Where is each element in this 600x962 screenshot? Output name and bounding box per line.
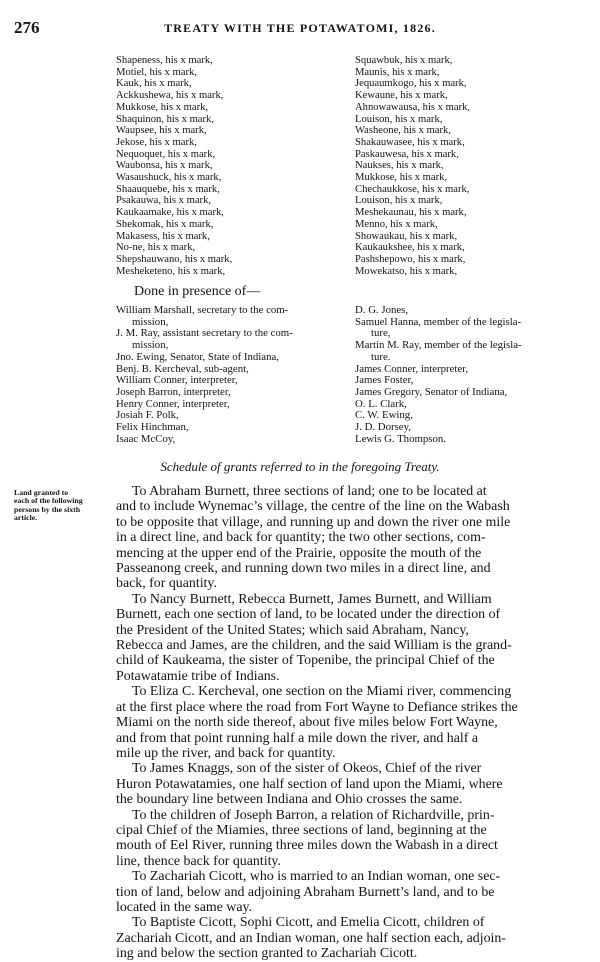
signatory-line: Mukkose, his x mark, bbox=[355, 172, 448, 184]
signatory-line: Paskauwesa, his x mark, bbox=[355, 148, 459, 160]
signatory-line: Kaukaamake, his x mark, bbox=[116, 207, 224, 219]
signatory-line: Kauk, his x mark, bbox=[116, 78, 192, 90]
signatory-line: Washeone, his x mark, bbox=[355, 125, 451, 137]
signatory-line: Meshekaunau, his x mark, bbox=[355, 207, 467, 219]
body-text-line: and from that point running half a mile down the river, and half a bbox=[116, 730, 479, 746]
signatory-line: Shepshauwano, his x mark, bbox=[116, 253, 233, 265]
body-text-line: Zachariah Cicott, and an Indian woman, one half section each, adjoin- bbox=[116, 930, 506, 946]
margin-note bbox=[14, 489, 118, 523]
signatory-line: Kaukaukshee, his x mark, bbox=[355, 242, 465, 254]
signatory-line: Squawbuk, his x mark, bbox=[355, 55, 453, 66]
body-text-line: at the first place where the road from Fort Wayne to Defiance strikes the bbox=[116, 699, 518, 715]
page-header bbox=[14, 18, 586, 38]
witness-line: J. M. Ray, assistant secretary to the com- bbox=[116, 327, 293, 340]
body-text-line: mouth of Eel River, running three miles down the Wabash in a direct bbox=[116, 838, 498, 854]
body-text-line: cipal Chief of the Miamies, three sections of land, beginning at the bbox=[116, 822, 487, 838]
witness-line: Martin M. Ray, member of the legisla- bbox=[355, 339, 522, 352]
body-text-line: Miami on the north side thereof, about five miles below Fort Wayne, bbox=[116, 715, 498, 731]
signatory-line: No-ne, his x mark, bbox=[116, 242, 196, 254]
witness-line: James Foster, bbox=[355, 374, 414, 387]
margin-note-line: each of the following bbox=[14, 496, 83, 506]
signatory-line: Pashshepowo, his x mark, bbox=[355, 253, 466, 265]
signatory-line: Shaquinon, his x mark, bbox=[116, 113, 214, 125]
witness-line: mission, bbox=[132, 339, 169, 352]
signatory-line: Shapeness, his x mark, bbox=[116, 55, 213, 66]
signatory-line: Maunis, his x mark, bbox=[355, 66, 440, 78]
body-text-line: the boundary line between Indiana and Ohio crosses the same. bbox=[116, 792, 463, 808]
body-text-line: tion of land, below and adjoining Abraham Burnett’s land, and to be bbox=[116, 884, 495, 900]
witness-line: William Marshall, secretary to the com- bbox=[116, 304, 289, 316]
presence-heading: Done in presence of— bbox=[134, 284, 261, 299]
body-text-line: located in the same way. bbox=[116, 899, 253, 915]
body-text-line: To Nancy Burnett, Rebecca Burnett, James Burnett, and William bbox=[132, 591, 492, 607]
witness-line: Isaac McCoy, bbox=[116, 432, 176, 445]
witness-line: William Conner, interpreter, bbox=[116, 374, 238, 387]
body-text-line: To James Knaggs, son of the sister of Okeos, Chief of the river bbox=[132, 761, 482, 777]
signatory-line: Makasess, his x mark, bbox=[116, 230, 210, 242]
body-text-line: To the children of Joseph Barron, a relation of Richardville, prin- bbox=[132, 807, 495, 823]
body-text-line: Burnett, each one section of land, to be located under the direction of bbox=[116, 607, 501, 623]
body-text-line: mencing at the upper end of the Prairie, opposite the mouth of the bbox=[116, 545, 482, 561]
margin-note-line: article. bbox=[14, 513, 38, 523]
signatory-line: Shaauquebe, his x mark, bbox=[116, 183, 220, 195]
body-text-line: To Baptiste Cicott, Sophi Cicott, and Emelia Cicott, children of bbox=[132, 915, 485, 931]
body-text-line: mile up the river, and back for quantity. bbox=[116, 745, 336, 761]
witness-line: D. G. Jones, bbox=[355, 304, 409, 316]
witnesses-left-column bbox=[116, 305, 344, 445]
signatory-line: Nequoquet, his x mark, bbox=[116, 148, 216, 160]
body-text-line: Passeanong creek, and running down two miles in a direct line, and bbox=[116, 561, 491, 577]
signatory-line: Showaukau, his x mark, bbox=[355, 230, 458, 242]
body-text-line: child of Kaukeama, the sister of Topenibe, the principal Chief of the bbox=[116, 653, 495, 669]
signatory-line: Naukses, his x mark, bbox=[355, 160, 444, 172]
running-title: TREATY WITH THE POTAWATOMI, 1826. bbox=[164, 21, 436, 35]
body-text-line: To Abraham Burnett, three sections of land; one to be located at bbox=[132, 484, 487, 499]
body-text-line: in a direct line, and back for quantity; the two other sections, com- bbox=[116, 530, 486, 546]
witness-line: Samuel Hanna, member of the legisla- bbox=[355, 315, 522, 328]
signatory-line: Louison, his x mark, bbox=[355, 195, 443, 207]
signatory-line: Motiel, his x mark, bbox=[116, 66, 197, 78]
signatory-line: Waubonsa, his x mark, bbox=[116, 160, 213, 172]
body-text-line: to be opposite that village, and running up and down the river one mile bbox=[116, 514, 511, 530]
witness-line: Felix Hinchman, bbox=[116, 421, 189, 434]
body-text-line: To Zachariah Cicott, who is married to an Indian woman, one sec- bbox=[132, 869, 501, 885]
signatory-line: Menno, his x mark, bbox=[355, 218, 438, 230]
body-text-line: back, for quantity. bbox=[116, 576, 217, 592]
signatory-line: Chechaukkose, his x mark, bbox=[355, 183, 470, 195]
signatory-line: Shakauwasee, his x mark, bbox=[355, 136, 465, 148]
signatory-line: Kewaune, his x mark, bbox=[355, 90, 448, 102]
signatory-line: Mukkose, his x mark, bbox=[116, 101, 209, 113]
signatory-line: Jekose, his x mark, bbox=[116, 136, 197, 148]
signatory-line: Ackkushewa, his x mark, bbox=[116, 90, 224, 102]
body-text-line: Huron Potawatamies, one half section of land upon the Miami, where bbox=[116, 776, 503, 792]
schedule-heading: Schedule of grants referred to in the foregoing Treaty. bbox=[160, 459, 440, 474]
body-text-line: line, thence back for quantity. bbox=[116, 853, 281, 869]
signatory-line: Louison, his x mark, bbox=[355, 113, 443, 125]
signatory-line: Mowekatso, his x mark, bbox=[355, 265, 458, 277]
body-text-line: Rebecca and James, are the children, and the said William is the grand- bbox=[116, 638, 512, 654]
witness-line: James Conner, interpreter, bbox=[355, 362, 469, 375]
page-number: 276 bbox=[14, 18, 40, 37]
witness-line: ture, bbox=[371, 327, 391, 340]
body-text-line: ing and below the section granted to Zachariah Cicott. bbox=[116, 946, 418, 962]
signatories-left-column bbox=[116, 55, 232, 277]
body-text-line: To Eliza C. Kercheval, one section on the Miami river, commencing bbox=[132, 684, 512, 700]
witness-line: Henry Conner, interpreter, bbox=[116, 397, 230, 410]
signatory-line: Mesheketeno, his x mark, bbox=[116, 265, 226, 277]
witness-line: C. W. Ewing, bbox=[355, 409, 413, 422]
witness-line: ture. bbox=[371, 350, 391, 363]
signatories-right-column bbox=[355, 55, 470, 277]
witnesses-right-column bbox=[355, 305, 593, 445]
signatory-line: Jequaumkogo, his x mark, bbox=[355, 78, 467, 90]
witness-line: Benj. B. Kercheval, sub-agent, bbox=[116, 362, 249, 375]
body-text-line: Potawatamie tribe of Indians. bbox=[116, 668, 280, 684]
witness-line: Lewis G. Thompson. bbox=[355, 432, 446, 445]
witness-line: James Gregory, Senator of Indiana, bbox=[355, 385, 508, 398]
signatory-line: Waupsee, his x mark, bbox=[116, 125, 207, 137]
signatory-line: Shekomak, his x mark, bbox=[116, 218, 214, 230]
margin-note-line: persons by the sixth bbox=[14, 504, 81, 514]
witness-line: J. D. Dorsey, bbox=[355, 421, 411, 434]
body-text-line: the President of the United States; which said Abraham, Nancy, bbox=[116, 622, 469, 638]
signatory-line: Psakauwa, his x mark, bbox=[116, 195, 212, 207]
witness-line: O. L. Clark, bbox=[355, 397, 407, 410]
body-text-line: and to include Wynemac’s village, the centre of the line on the Wabash bbox=[116, 499, 510, 515]
witness-line: Jno. Ewing, Senator, State of Indiana, bbox=[116, 350, 279, 363]
schedule-body-text bbox=[116, 484, 584, 962]
witness-line: mission, bbox=[132, 315, 169, 328]
witness-line: Josiah F. Polk, bbox=[116, 409, 179, 422]
signatory-line: Wasaushuck, his x mark, bbox=[116, 172, 222, 184]
margin-note-line: Land granted to bbox=[14, 488, 69, 497]
signatory-line: Ahnowawausa, his x mark, bbox=[355, 101, 471, 113]
witness-line: Joseph Barron, interpreter, bbox=[116, 385, 231, 398]
